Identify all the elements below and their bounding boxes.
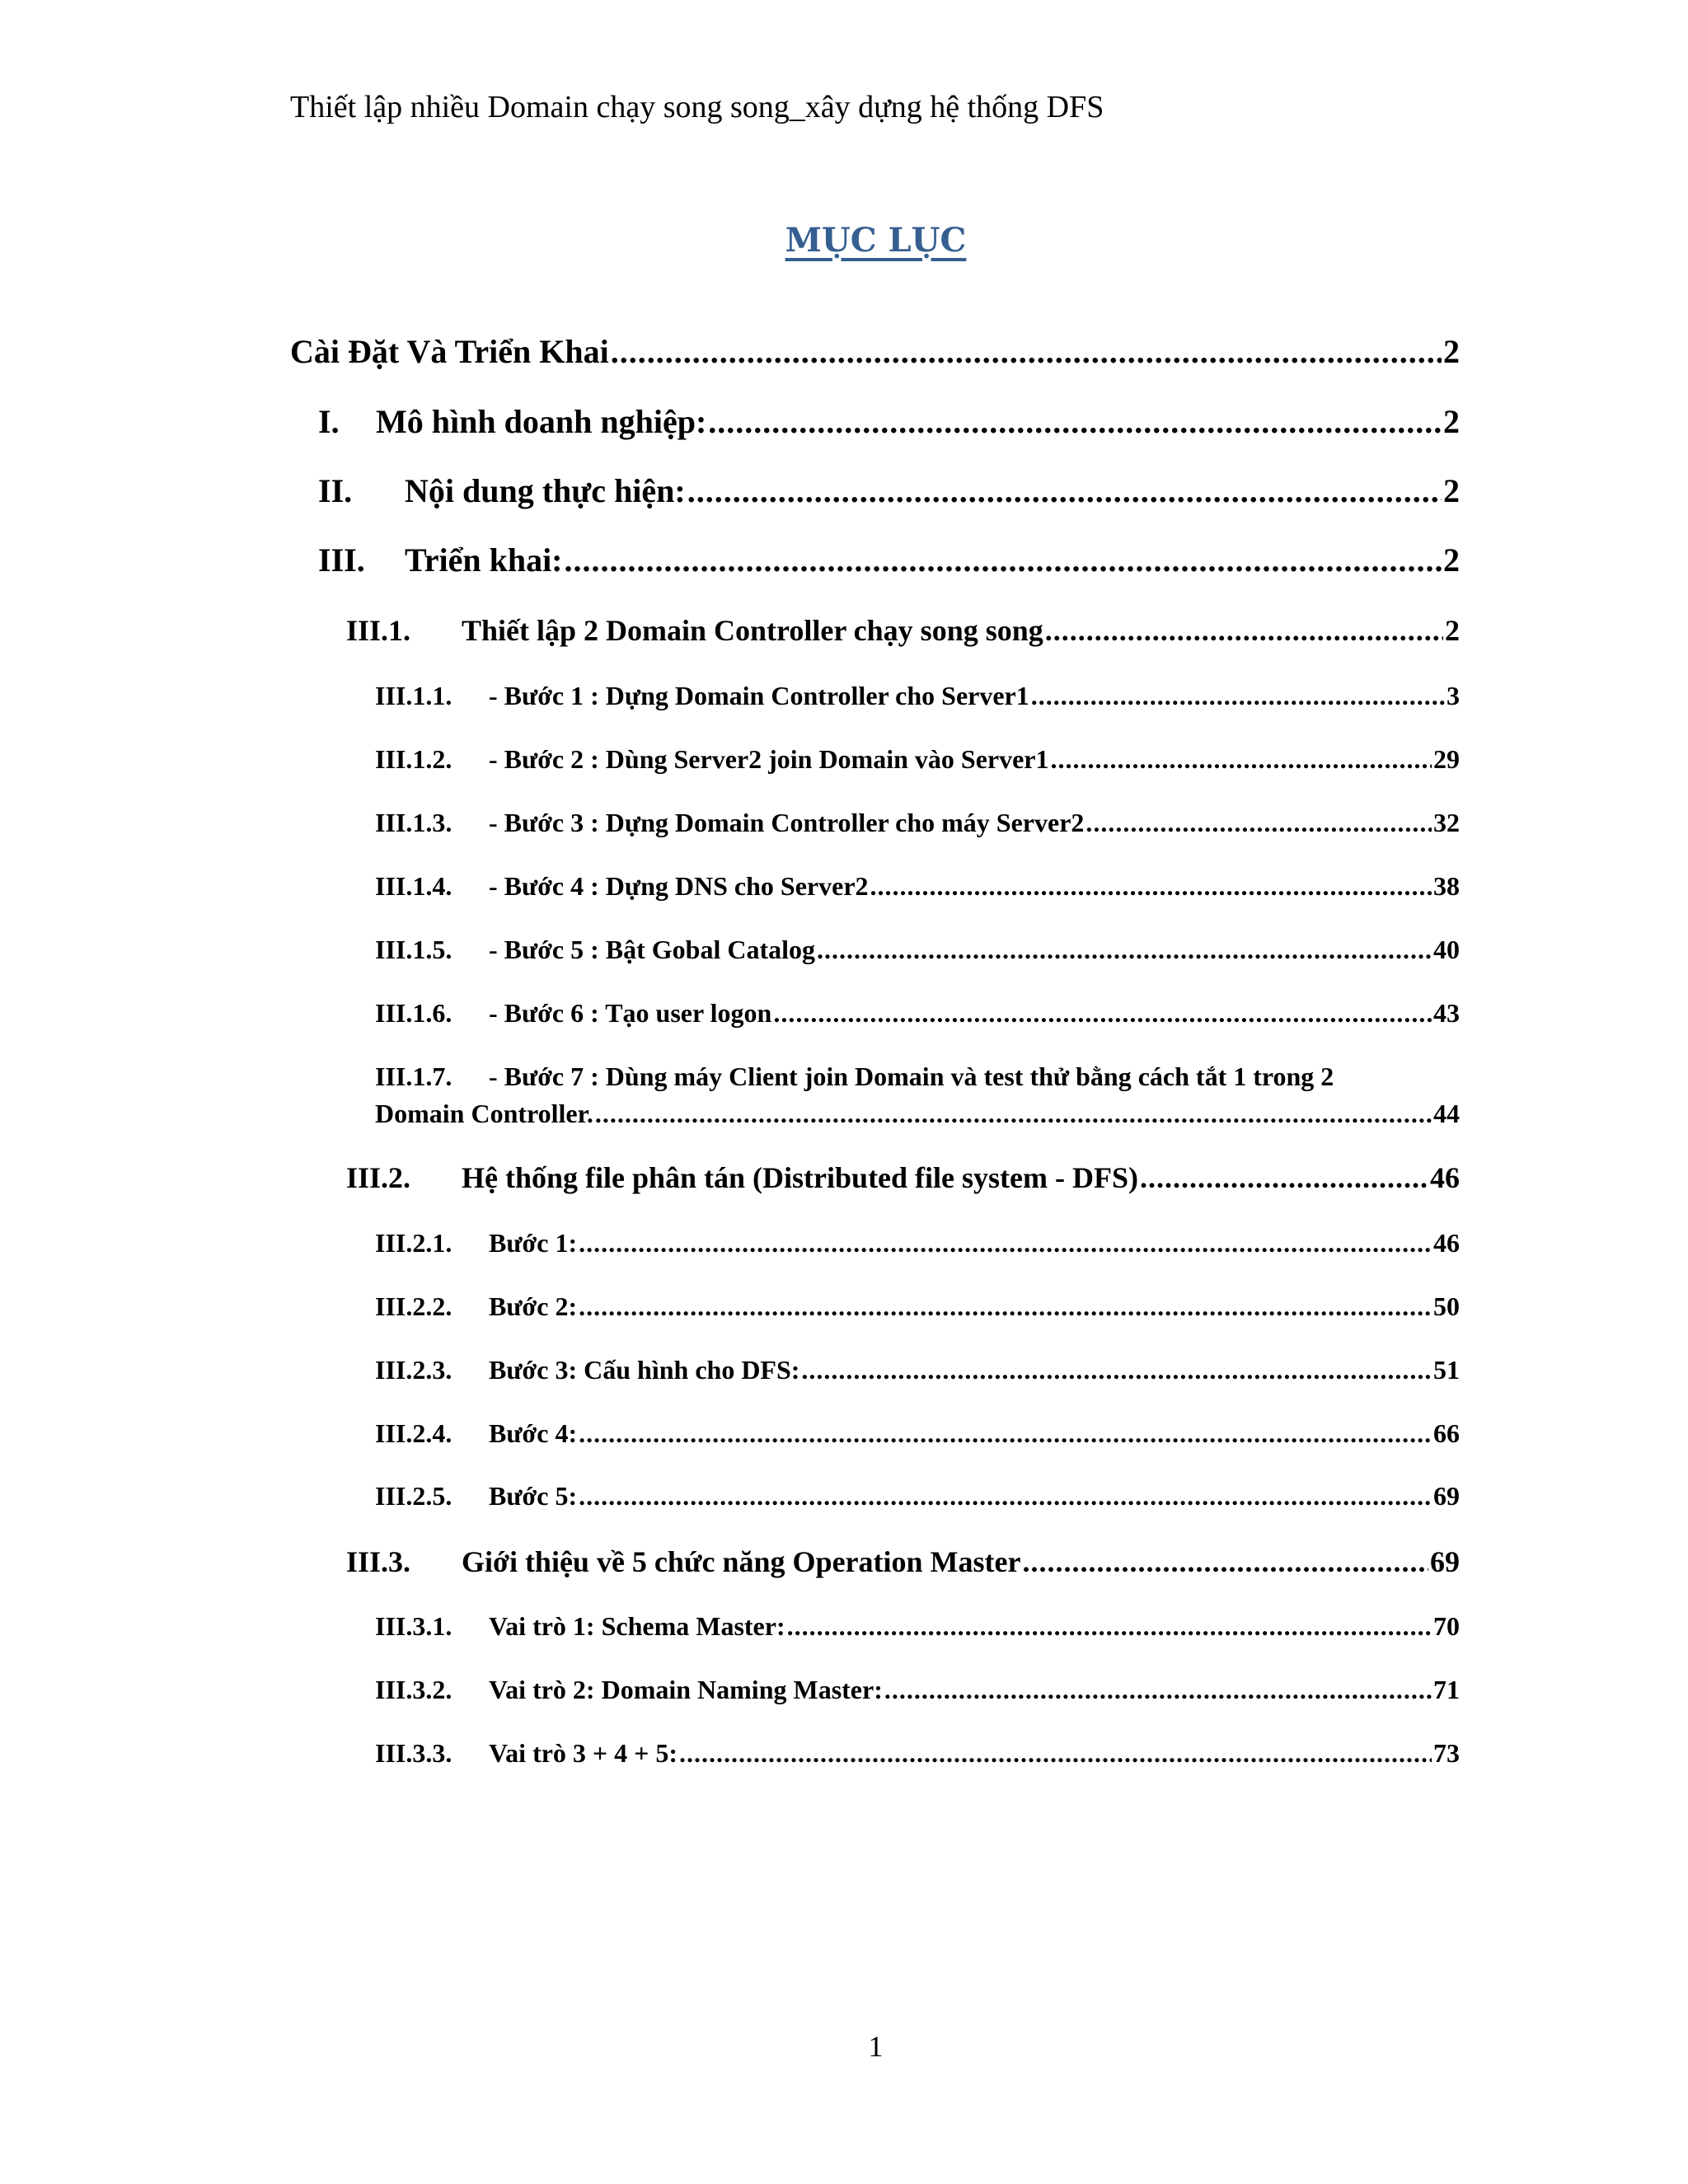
toc-entry-page: 73 bbox=[1433, 1738, 1460, 1768]
toc-entry-number: III. bbox=[318, 541, 365, 579]
toc-entry[interactable] bbox=[375, 744, 1460, 775]
toc-leader-dots bbox=[579, 1481, 1432, 1511]
toc-entry-page: 50 bbox=[1433, 1291, 1460, 1321]
toc-entry-page: 43 bbox=[1433, 998, 1460, 1028]
toc-entry-title: Giới thiệu về 5 chức năng Operation Master bbox=[462, 1545, 1021, 1578]
toc-entry-page: 46 bbox=[1430, 1161, 1460, 1194]
toc-entry[interactable] bbox=[346, 1160, 1460, 1195]
toc-entry-number: I. bbox=[318, 403, 340, 440]
toc-entry-title: Thiết lập 2 Domain Controller chạy song song bbox=[462, 614, 1043, 647]
toc-entry[interactable] bbox=[375, 1062, 1460, 1129]
toc-leader-dots bbox=[1022, 1544, 1428, 1579]
toc-entry-number: III.3.2. bbox=[375, 1675, 452, 1704]
toc-leader-dots bbox=[787, 1611, 1432, 1642]
toc-entry-title: Hệ thống file phân tán (Distributed file system - DFS) bbox=[462, 1161, 1138, 1194]
toc-entry-title: - Bước 5 : Bật Gobal Catalog bbox=[489, 935, 816, 964]
toc-entry-page: 69 bbox=[1433, 1481, 1460, 1511]
toc-leader-dots bbox=[579, 1291, 1432, 1322]
toc-entry-page: 66 bbox=[1433, 1418, 1460, 1448]
toc-leader-dots bbox=[679, 1738, 1432, 1769]
toc-entry-page: 2 bbox=[1443, 333, 1460, 370]
toc-entry[interactable] bbox=[375, 681, 1460, 711]
toc-entry-title: Nội dung thực hiện: bbox=[405, 472, 686, 509]
toc-leader-dots bbox=[1051, 744, 1432, 775]
toc-entry[interactable] bbox=[346, 613, 1460, 648]
toc-entry[interactable] bbox=[375, 998, 1460, 1029]
toc-leader-dots bbox=[817, 935, 1432, 965]
toc-entry-number: III.2. bbox=[346, 1161, 411, 1194]
toc-entry-number: III.1.7. bbox=[375, 1062, 452, 1091]
toc-leader-dots bbox=[579, 1228, 1432, 1258]
toc-entry-title: - Bước 2 : Dùng Server2 join Domain vào Server1 bbox=[489, 744, 1049, 774]
page-header: Thiết lập nhiều Domain chạy song song_xây dựng hệ thống DFS bbox=[290, 90, 1104, 124]
page-number: 1 bbox=[868, 2030, 884, 2063]
toc-leader-dots bbox=[1045, 613, 1443, 648]
toc-entry-page: 40 bbox=[1433, 935, 1460, 964]
toc-leader-dots bbox=[1140, 1160, 1428, 1195]
toc-entry-title-continued: Domain Controller. bbox=[375, 1099, 593, 1128]
toc-entry-title: - Bước 7 : Dùng máy Client join Domain và test thử bằng cách tắt 1 trong 2 bbox=[489, 1062, 1334, 1091]
toc-entry-page: 29 bbox=[1433, 744, 1460, 774]
toc-entry-number: III.1.5. bbox=[375, 935, 452, 964]
toc-entry-page: 3 bbox=[1447, 681, 1460, 710]
toc-entry-page: 2 bbox=[1443, 403, 1460, 440]
toc-entry-number: III.2.4. bbox=[375, 1418, 452, 1448]
toc-entry[interactable] bbox=[318, 541, 1460, 579]
toc-entry[interactable] bbox=[318, 471, 1460, 510]
toc-leader-dots bbox=[687, 471, 1442, 510]
toc-entry-page: 46 bbox=[1433, 1228, 1460, 1258]
toc-entry-page: 32 bbox=[1433, 808, 1460, 837]
toc-leader-dots bbox=[773, 998, 1432, 1029]
toc-entry-title: Mô hình doanh nghiệp: bbox=[376, 403, 707, 440]
toc-entry-title: - Bước 3 : Dựng Domain Controller cho máy Server2 bbox=[489, 808, 1085, 837]
toc-entry[interactable] bbox=[375, 1611, 1460, 1642]
toc-leader-dots bbox=[579, 1418, 1432, 1449]
toc-entry-page: 2 bbox=[1443, 472, 1460, 509]
toc-entry-title: Vai trò 2: Domain Naming Master: bbox=[489, 1675, 883, 1704]
toc-leader-dots bbox=[595, 1099, 1432, 1129]
toc-entry-page: 2 bbox=[1445, 614, 1460, 647]
toc-entry[interactable] bbox=[375, 1738, 1460, 1769]
toc-entry-title: Vai trò 3 + 4 + 5: bbox=[489, 1738, 678, 1768]
toc-entry-number: III.2.1. bbox=[375, 1228, 452, 1258]
toc-leader-dots bbox=[565, 541, 1442, 579]
toc-entry-page: 38 bbox=[1433, 871, 1460, 901]
toc-entry-title: - Bước 6 : Tạo user logon bbox=[489, 998, 772, 1028]
toc-entry-number: III.2.5. bbox=[375, 1481, 452, 1511]
toc-entry-title: Triển khai: bbox=[405, 541, 563, 579]
toc-entry-title: - Bước 1 : Dựng Domain Controller cho Server1 bbox=[489, 681, 1029, 710]
toc-entry-number: III.1.3. bbox=[375, 808, 452, 837]
toc-leader-dots bbox=[884, 1675, 1432, 1705]
toc-entry-page: 71 bbox=[1433, 1675, 1460, 1704]
toc-entry-title: Bước 1: bbox=[489, 1228, 578, 1258]
toc-entry[interactable] bbox=[375, 1228, 1460, 1258]
toc-entry[interactable] bbox=[290, 332, 1460, 371]
toc-entry-page: 51 bbox=[1433, 1355, 1460, 1385]
toc-entry-page: 2 bbox=[1443, 541, 1460, 579]
toc-entry[interactable] bbox=[375, 1675, 1460, 1705]
toc-leader-dots bbox=[1085, 808, 1432, 838]
toc-entry-page: 44 bbox=[1433, 1099, 1460, 1128]
toc-entry[interactable] bbox=[375, 935, 1460, 965]
toc-leader-dots bbox=[708, 402, 1442, 441]
toc-entry-number: III.1. bbox=[346, 614, 411, 647]
toc-entry-page: 69 bbox=[1430, 1545, 1460, 1578]
toc-entry[interactable] bbox=[375, 1355, 1460, 1385]
toc-entry-title: Bước 2: bbox=[489, 1291, 578, 1321]
toc-entry-title: Cài Đặt Và Triển Khai bbox=[290, 333, 609, 370]
toc-entry[interactable] bbox=[375, 808, 1460, 838]
toc-entry-title: Bước 5: bbox=[489, 1481, 578, 1511]
toc-entry-number: III.3.1. bbox=[375, 1611, 452, 1641]
toc-entry-number: III.1.1. bbox=[375, 681, 452, 710]
toc-entry[interactable] bbox=[346, 1544, 1460, 1579]
toc-entry-title: Bước 4: bbox=[489, 1418, 578, 1448]
toc-entry[interactable] bbox=[375, 1481, 1460, 1511]
toc-entry-title: - Bước 4 : Dựng DNS cho Server2 bbox=[489, 871, 869, 901]
toc-title: MỤC LỤC bbox=[785, 221, 967, 260]
toc-leader-dots bbox=[870, 871, 1432, 902]
toc-entry-number: III.1.2. bbox=[375, 744, 452, 774]
toc-entry-number: III.3. bbox=[346, 1545, 411, 1578]
toc-leader-dots bbox=[611, 332, 1442, 371]
toc-entry[interactable] bbox=[375, 871, 1460, 902]
toc-entry[interactable] bbox=[318, 402, 1460, 441]
toc-entry[interactable] bbox=[375, 1291, 1460, 1322]
toc-entry-number: III.1.4. bbox=[375, 871, 452, 901]
toc-entry-number: II. bbox=[318, 472, 353, 509]
toc-entry[interactable] bbox=[375, 1418, 1460, 1449]
toc-leader-dots bbox=[1031, 681, 1445, 711]
toc-entry-page: 70 bbox=[1433, 1611, 1460, 1641]
toc-entry-number: III.1.6. bbox=[375, 998, 452, 1028]
toc-entry-number: III.2.2. bbox=[375, 1291, 452, 1321]
toc-entry-title: Vai trò 1: Schema Master: bbox=[489, 1611, 785, 1641]
toc-entry-title: Bước 3: Cấu hình cho DFS: bbox=[489, 1355, 800, 1385]
toc-leader-dots bbox=[801, 1355, 1432, 1385]
toc-entry-number: III.3.3. bbox=[375, 1738, 452, 1768]
toc-entry-number: III.2.3. bbox=[375, 1355, 452, 1385]
